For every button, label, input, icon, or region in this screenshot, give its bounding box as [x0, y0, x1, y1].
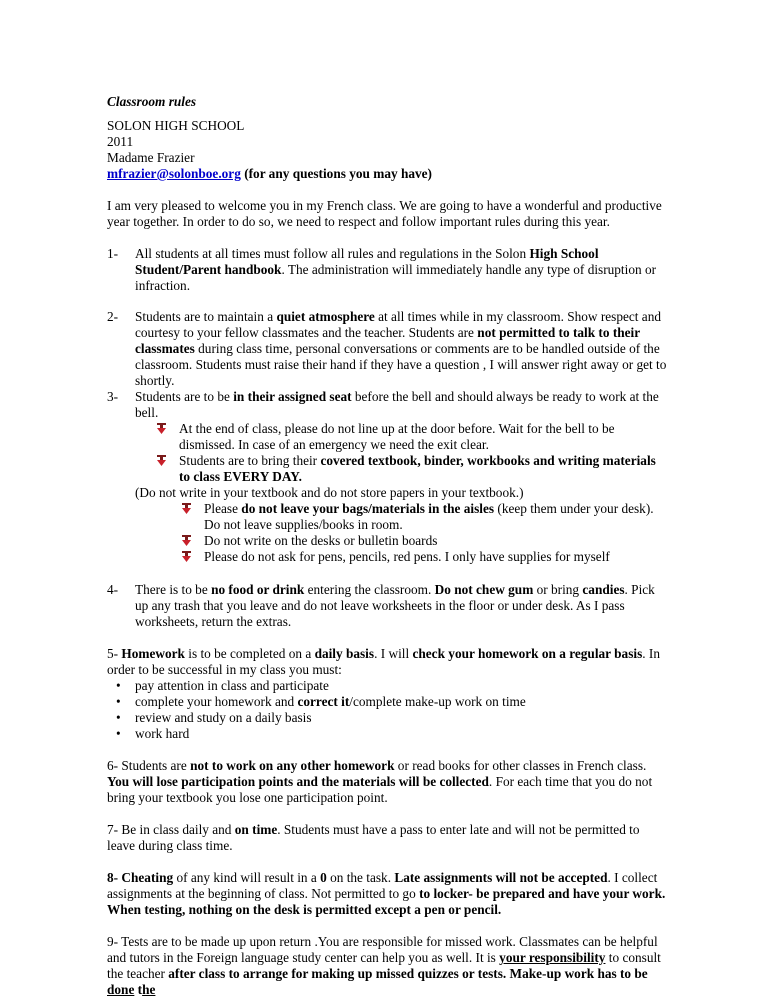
rule-3-number: 3- [107, 389, 119, 404]
school-name: SOLON HIGH SCHOOL [107, 118, 245, 133]
page-title: Classroom rules [107, 94, 197, 109]
rule-9-text: 9- Tests are to be made up upon return .You are responsible for missed work. Classmates can be helpful and tutors in the Foreign language study center can help you as well. It is your responsibility to consult the teacher after class to arrange for making up missed quizzes or tests. Make-up work has to be done the [107, 934, 661, 997]
success-list [107, 678, 667, 742]
rule-1-number: 1- [107, 246, 119, 261]
rule-2-number: 2- [107, 309, 119, 324]
header-block [107, 118, 667, 182]
list-item: • work hard [116, 726, 190, 741]
school-year: 2011 [107, 134, 134, 149]
document-page: Classroom rules SOLON HIGH SCHOOL 2011 Madame Frazier mfrazier@solonboe.org (for any questions you may have) I am very pleased to welcome you in my French class. We are going to have a wonderful and productive year together. In order to do so, we need to respect and follow important rules during this year. 1- All students at all times must follow all rules and regulations in the Solon High School Student/Parent handbook. The administration will immediately handle any type of disruption or infraction. 2- Students are to maintain a quiet atmosphere at all times while in my classroom. Show respect and courtesy to your fellow classmates and the teacher. Students are not permitted to talk to their classmates during class time, personal conversations or comments are to be handled outside of the classroom. Students must raise their hand if they have a question , I will answer right away or get to shortly. 3- Students are to be in their assigned seat before the bell and should always be ready to work at the bell. At the end of class, please do not line up at the door before. Wait for the bell to be dismissed. In case of an emergency we need the exit clear. Students are to bring their covered textbook, binder, workbooks and writing materials to class EVERY DAY. (Do not write in your textbook and do not store papers in your textbook.) Please do not leave your bags/materials in the aisles (keep them under your desk). Do not leave supplies/books in room. Do not write on the desks or bulletin boards Please do not ask for pens, pencils, red pens. I only have supplies for myself 4- There is to be no food or drink entering the classroom. Do not chew gum or bring candies. Pick up any trash that you leave and do not leave worksheets in the floor or under desk. As I pass worksheets, return the extras. 5- Homework is to be completed on a daily basis. I will check your homework on a regular basis. In order to be successful in my class you must: • pay attention in class and participate • complete your homework and correct it/complete make-up work on time • review and study on a daily basis • work hard 6- Students are not to work on any other homework or read books for other classes in French class. You will lose participation points and the materials will be collected. For each time that you do not bring your textbook you lose one participation point. 7- Be in class daily and on time. Students must have a pass to enter late and will not be permitted to leave during class time. 8- Cheating of any kind will result in a 0 on the task. Late assignments will not be accepted. I collect assignments at the beginning of class. Not permitted to go to locker- be prepared and have your work. When testing, nothing on the desk is permitted except a pen or pencil. 9- Tests are to be made up upon return .You are responsible for missed work. Classmates can be helpful and tutors in the Foreign language study center can help you as well. It is your responsibility to consult the teacher after class to arrange for making up missed quizzes or tests. Make-up work has to be done the [107, 94, 667, 997]
contact-line [107, 166, 667, 182]
rule-1-text: All students at all times must follow all rules and regulations in the Solon High School Student/Parent handbook. The administration will immediately handle any type of disruption or infraction. [135, 246, 657, 293]
rule-8-text: 8- Cheating of any kind will result in a 0 on the task. Late assignments will not be accepted. I collect assignments at the beginning of class. Not permitted to go to locker- be prepared and have your work. When testing, nothing on the desk is permitted except a pen or pencil. [107, 870, 666, 917]
rule-2-text: Students are to maintain a quiet atmosphere at all times while in my classroom. Show respect and courtesy to your fellow classmates and the teacher. Students are not permitted to talk to their classmates during class time, personal conversations or comments are to be handled outside of the classroom. Students must raise their hand if they have a question , I will answer right away or get to shortly. [135, 309, 667, 388]
list-item: • complete your homework and correct it/complete make-up work on time [116, 694, 526, 709]
rule-3-text: Students are to be in their assigned seat before the bell and should always be ready to work at the bell. [135, 389, 659, 420]
rule-5-text: 5- Homework is to be completed on a daily basis. I will check your homework on a regular basis. In order to be successful in my class you must: [107, 646, 660, 677]
rule-4-number: 4- [107, 582, 119, 597]
arrow-down-icon [182, 551, 194, 563]
email-note: (for any questions you may have) [244, 166, 432, 181]
list-item: • review and study on a daily basis [116, 710, 312, 725]
rule-4-text: There is to be no food or drink entering the classroom. Do not chew gum or bring candies. Pick up any trash that you leave and do not leave worksheets in the floor or under desk. As I pass worksheets, return the extras. [135, 582, 655, 629]
arrow-down-icon [182, 503, 194, 515]
intro-paragraph: I am very pleased to welcome you in my French class. We are going to have a wonderful and productive year together. In order to do so, we need to respect and follow important rules during this year. [107, 198, 662, 229]
arrow-down-icon [182, 535, 194, 547]
arrow-down-icon [157, 455, 169, 467]
list-item: • pay attention in class and participate [116, 678, 329, 693]
email-link[interactable]: mfrazier@solonboe.org [107, 166, 241, 181]
rule-6-text: 6- Students are not to work on any other homework or read books for other classes in French class. You will lose participation points and the materials will be collected. For each time that you do not bring your textbook you lose one participation point. [107, 758, 653, 805]
teacher-name: Madame Frazier [107, 150, 195, 165]
arrow-down-icon [157, 423, 169, 435]
rule-7-text: 7- Be in class daily and on time. Students must have a pass to enter late and will not be permitted to leave during class time. [107, 822, 640, 853]
rule-3-note: (Do not write in your textbook and do not store papers in your textbook.) [135, 485, 524, 500]
